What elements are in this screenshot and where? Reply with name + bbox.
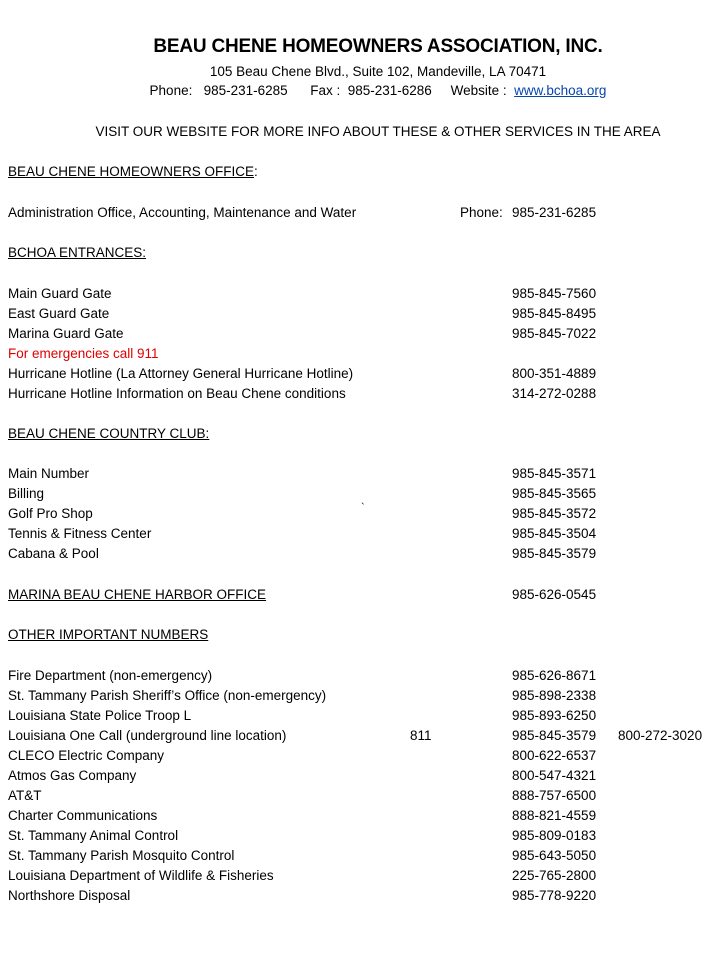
- entrance-label: Main Guard Gate: [8, 286, 112, 301]
- page-title: BEAU CHENE HOMEOWNERS ASSOCIATION, INC.: [153, 36, 603, 57]
- other-number: 800-547-4321: [512, 768, 597, 783]
- club-number: 985-845-3565: [512, 486, 597, 501]
- entrance-label: Marina Guard Gate: [8, 326, 124, 341]
- other-number: 985-893-6250: [512, 708, 597, 723]
- other-number: 985-898-2338: [512, 688, 597, 703]
- office-heading: [8, 164, 258, 179]
- other-number: 985-626-8671: [512, 668, 597, 683]
- phone-value: 985-231-6285: [203, 83, 288, 98]
- other-label: Fire Department (non-emergency): [8, 668, 213, 683]
- address-line: 105 Beau Chene Blvd., Suite 102, Mandeville, LA 70471: [209, 64, 547, 79]
- marina-heading: MARINA BEAU CHENE HARBOR OFFICE: [8, 587, 267, 602]
- phone-label: Phone:: [149, 83, 193, 98]
- other-label: Louisiana State Police Troop L: [8, 708, 192, 723]
- other-number: 800-622-6537: [512, 748, 597, 763]
- club-label: Golf Pro Shop: [8, 506, 93, 521]
- other-label: Atmos Gas Company: [8, 768, 137, 783]
- club-number: 985-845-3571: [512, 466, 597, 481]
- entrance-label: East Guard Gate: [8, 306, 110, 321]
- other-number: 985-643-5050: [512, 848, 597, 863]
- entrance-number: 985-845-7022: [512, 326, 597, 341]
- hotline-label: Hurricane Hotline (La Attorney General Hurricane Hotline): [8, 366, 354, 381]
- other-number: 985-809-0183: [512, 828, 597, 843]
- office-entry-label: Administration Office, Accounting, Maintenance and Water: [8, 205, 357, 220]
- other-label: St. Tammany Parish Mosquito Control: [8, 848, 235, 863]
- office-heading-suffix: :: [254, 164, 258, 179]
- entrances-heading: BCHOA ENTRANCES:: [8, 245, 147, 260]
- website-label: Website :: [450, 83, 507, 98]
- visit-note: VISIT OUR WEBSITE FOR MORE INFO ABOUT THESE & OTHER SERVICES IN THE AREA: [95, 124, 661, 139]
- other-label: Charter Communications: [8, 808, 158, 823]
- club-label: Tennis & Fitness Center: [8, 526, 152, 541]
- other-number: 225-765-2800: [512, 868, 597, 883]
- club-label: Cabana & Pool: [8, 546, 99, 561]
- club-number: 985-845-3579: [512, 546, 597, 561]
- other-label: St. Tammany Parish Sheriff’s Office (non-emergency): [8, 688, 327, 703]
- office-entry-phone: 985-231-6285: [512, 205, 597, 220]
- other-number: 985-845-3579: [512, 728, 597, 743]
- emergency-note: For emergencies call 911: [8, 346, 159, 361]
- other-number: 985-778-9220: [512, 888, 597, 903]
- club-label: Billing: [8, 486, 45, 501]
- website-link[interactable]: www.bchoa.org: [514, 83, 607, 98]
- other-extra-number: 800-272-3020: [618, 728, 703, 743]
- marina-number: 985-626-0545: [512, 587, 597, 602]
- other-label: CLECO Electric Company: [8, 748, 165, 763]
- entrance-number: 985-845-7560: [512, 286, 597, 301]
- stray-mark: `: [361, 502, 365, 514]
- other-label: AT&T: [8, 788, 42, 803]
- entrance-number: 985-845-8495: [512, 306, 597, 321]
- other-heading: OTHER IMPORTANT NUMBERS: [8, 627, 209, 642]
- hotline-number: 314-272-0288: [512, 386, 597, 401]
- hotline-number: 800-351-4889: [512, 366, 597, 381]
- club-number: 985-845-3504: [512, 526, 597, 541]
- contact-line: [18, 83, 720, 98]
- other-label: Northshore Disposal: [8, 888, 131, 903]
- club-number: 985-845-3572: [512, 506, 597, 521]
- hotline-label: Hurricane Hotline Information on Beau Chene conditions: [8, 386, 346, 401]
- fax-value: 985-231-6286: [347, 83, 432, 98]
- country-club-heading: BEAU CHENE COUNTRY CLUB:: [8, 426, 210, 441]
- other-label: St. Tammany Animal Control: [8, 828, 179, 843]
- club-label: Main Number: [8, 466, 90, 481]
- other-label: Louisiana Department of Wildlife & Fisheries: [8, 868, 274, 883]
- office-entry-phone-label: Phone:: [460, 205, 503, 220]
- office-heading-text: BEAU CHENE HOMEOWNERS OFFICE: [8, 164, 255, 179]
- other-number: 888-821-4559: [512, 808, 597, 823]
- other-label: Louisiana One Call (underground line location): [8, 728, 287, 743]
- other-number: 888-757-6500: [512, 788, 597, 803]
- other-extra-number: 811: [410, 728, 432, 743]
- fax-label: Fax :: [310, 83, 341, 98]
